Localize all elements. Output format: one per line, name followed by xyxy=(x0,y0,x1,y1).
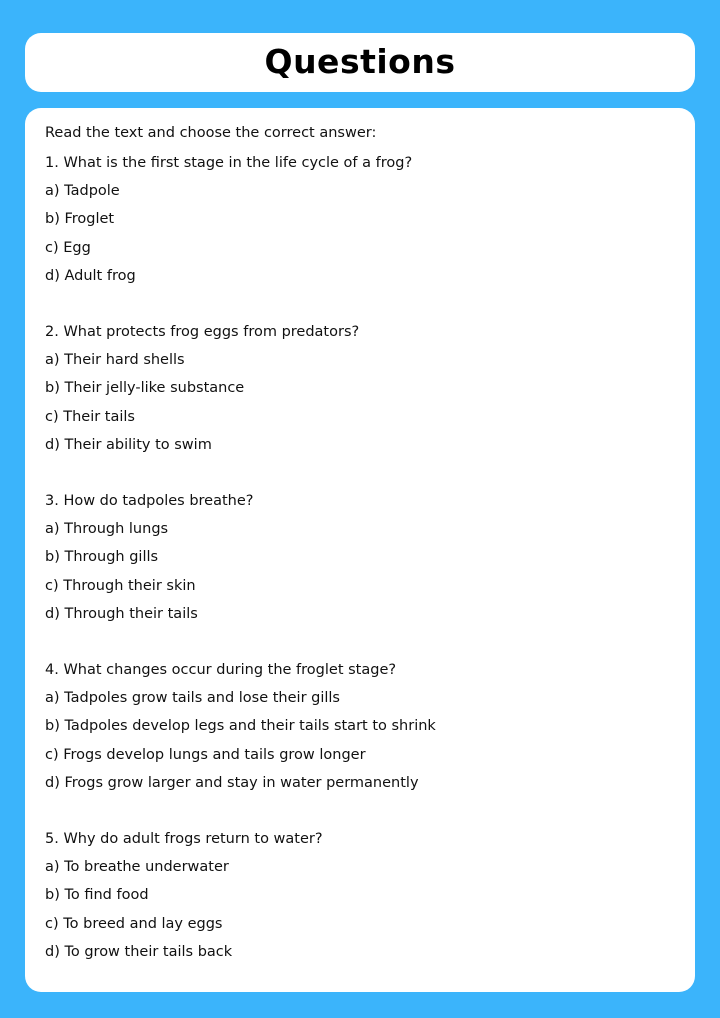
page-title: Questions xyxy=(264,42,456,81)
answer-option: d) Their ability to swim xyxy=(45,436,212,453)
answer-option: a) Tadpoles grow tails and lose their gills xyxy=(45,690,340,707)
answer-option: a) To breathe underwater xyxy=(45,859,229,876)
answer-option: d) Adult frog xyxy=(45,267,136,284)
question-2 xyxy=(45,323,675,464)
question-prompt: 4. What changes occur during the froglet stage? xyxy=(45,662,397,678)
question-1 xyxy=(45,154,675,295)
answer-option: c) Their tails xyxy=(45,408,135,425)
question-prompt: 5. Why do adult frogs return to water? xyxy=(45,831,323,847)
answer-option: b) Through gills xyxy=(45,549,159,566)
answer-option: a) Tadpole xyxy=(45,183,120,200)
title-card xyxy=(25,33,695,92)
instructions-text: Read the text and choose the correct answer: xyxy=(45,125,377,141)
question-prompt: 2. What protects frog eggs from predators? xyxy=(45,324,360,340)
answer-option: b) Their jelly-like substance xyxy=(45,380,245,397)
answer-option: b) Froglet xyxy=(45,211,115,228)
question-4 xyxy=(45,661,675,802)
answer-option: a) Through lungs xyxy=(45,521,169,538)
questions-card xyxy=(25,108,695,992)
answer-option: c) Through their skin xyxy=(45,577,196,594)
answer-option: b) Tadpoles develop legs and their tails start to shrink xyxy=(45,718,436,735)
answer-option: c) To breed and lay eggs xyxy=(45,915,223,932)
answer-option: d) Frogs grow larger and stay in water permanently xyxy=(45,774,419,791)
answer-option: c) Frogs develop lungs and tails grow longer xyxy=(45,746,366,763)
question-prompt: 1. What is the first stage in the life cycle of a frog? xyxy=(45,155,413,171)
answer-option: b) To find food xyxy=(45,887,149,904)
answer-option: a) Their hard shells xyxy=(45,352,185,369)
question-3 xyxy=(45,492,675,633)
answer-option: c) Egg xyxy=(45,239,91,256)
answer-option: d) Through their tails xyxy=(45,605,198,622)
question-prompt: 3. How do tadpoles breathe? xyxy=(45,493,254,509)
question-5 xyxy=(45,830,675,971)
answer-option: d) To grow their tails back xyxy=(45,943,233,960)
